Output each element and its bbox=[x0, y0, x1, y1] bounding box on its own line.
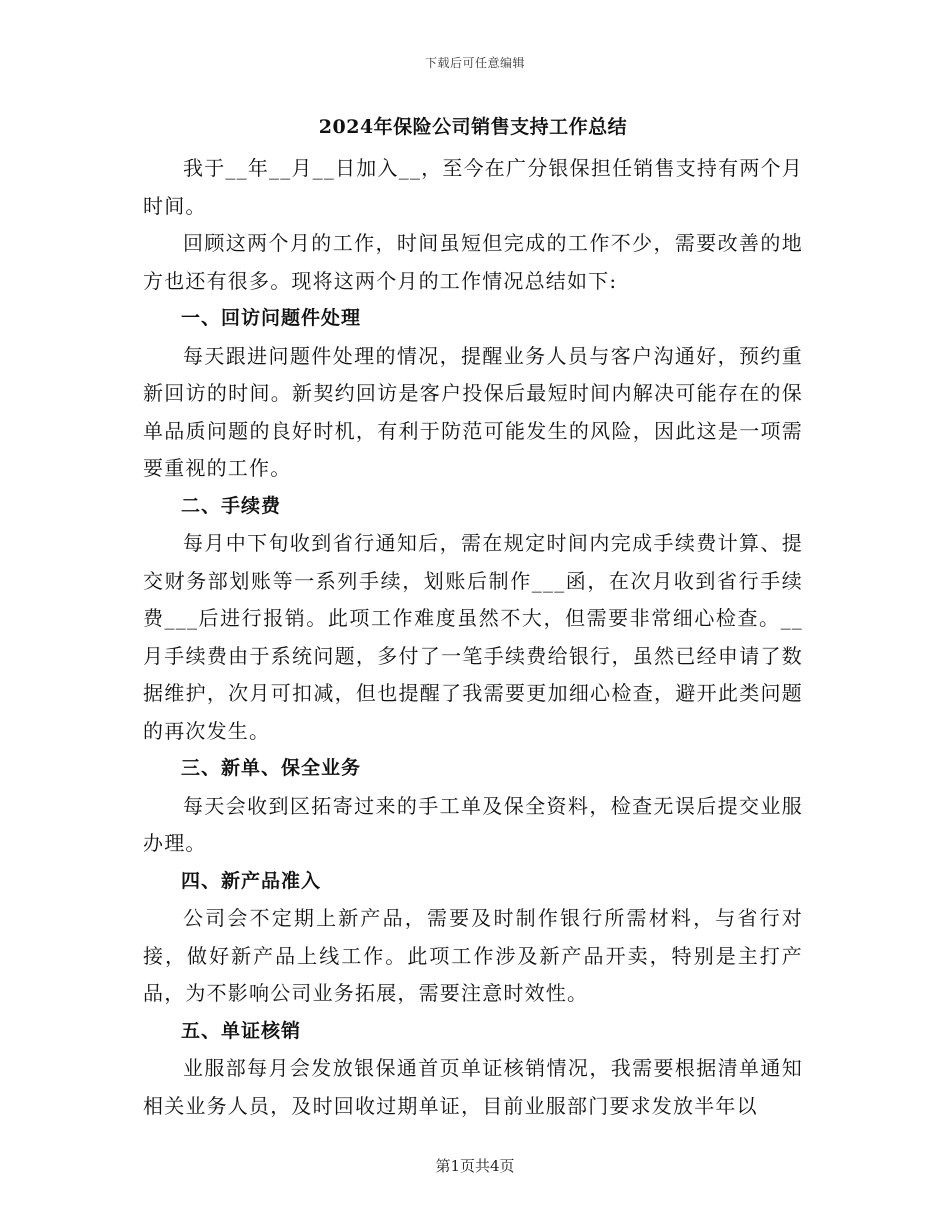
paragraph-join-date: 我于__年__月__日加入__，至今在广分银保担任销售支持有两个月时间。 bbox=[143, 156, 803, 218]
paragraph-new-product: 公司会不定期上新产品，需要及时制作银行所需材料，与省行对接，做好新产品上线工作。此项工作涉及新产品开卖，特别是主打产品，为不影响公司业务拓展，需要注意时效性。 bbox=[143, 906, 803, 1005]
paragraph-voucher: 业服部每月会发放银保通首页单证核销情况，我需要根据清单通知相关业务人员，及时回收过期单证，目前业服部门要求发放半年以 bbox=[143, 1056, 803, 1118]
paragraph-new-policy: 每天会收到区拓寄过来的手工单及保全资料，检查无误后提交业服办理。 bbox=[143, 793, 803, 855]
document-page bbox=[143, 112, 803, 1125]
section-heading-new-policy: 三、新单、保全业务 bbox=[181, 757, 362, 779]
document-title: 2024年保险公司销售支持工作总结 bbox=[318, 116, 628, 138]
paragraph-callback: 每天跟进问题件处理的情况，提醒业务人员与客户沟通好，预约重新回访的时间。新契约回访是客户投保后最短时间内解决可能存在的保单品质问题的良好时机，有利于防范可能发生的风险，因此这是一项需要重视的工作。 bbox=[143, 343, 803, 480]
paragraph-review: 回顾这两个月的工作，时间虽短但完成的工作不少，需要改善的地方也还有很多。现将这两个月的工作情况总结如下: bbox=[143, 231, 803, 293]
paragraph-fees: 每月中下旬收到省行通知后，需在规定时间内完成手续费计算、提交财务部划账等一系列手续，划账后制作___函，在次月收到省行手续费___后进行报销。此项工作难度虽然不大，但需要非常细心检查。__月手续费由于系统问题，多付了一笔手续费给银行，虽然已经申请了数据维护，次月可扣减，但也提醒了我需要更加细心检查，避开此类问题的再次发生。 bbox=[143, 531, 803, 743]
page-number: 第1页共4页 bbox=[435, 1157, 515, 1175]
page-header-note: 下载后可任意编辑 bbox=[424, 56, 525, 70]
section-heading-voucher: 五、单证核销 bbox=[181, 1019, 302, 1042]
section-heading-fees: 二、手续费 bbox=[181, 494, 282, 517]
section-heading-callback: 一、回访问题件处理 bbox=[181, 307, 362, 329]
section-heading-new-product: 四、新产品准入 bbox=[181, 869, 322, 892]
